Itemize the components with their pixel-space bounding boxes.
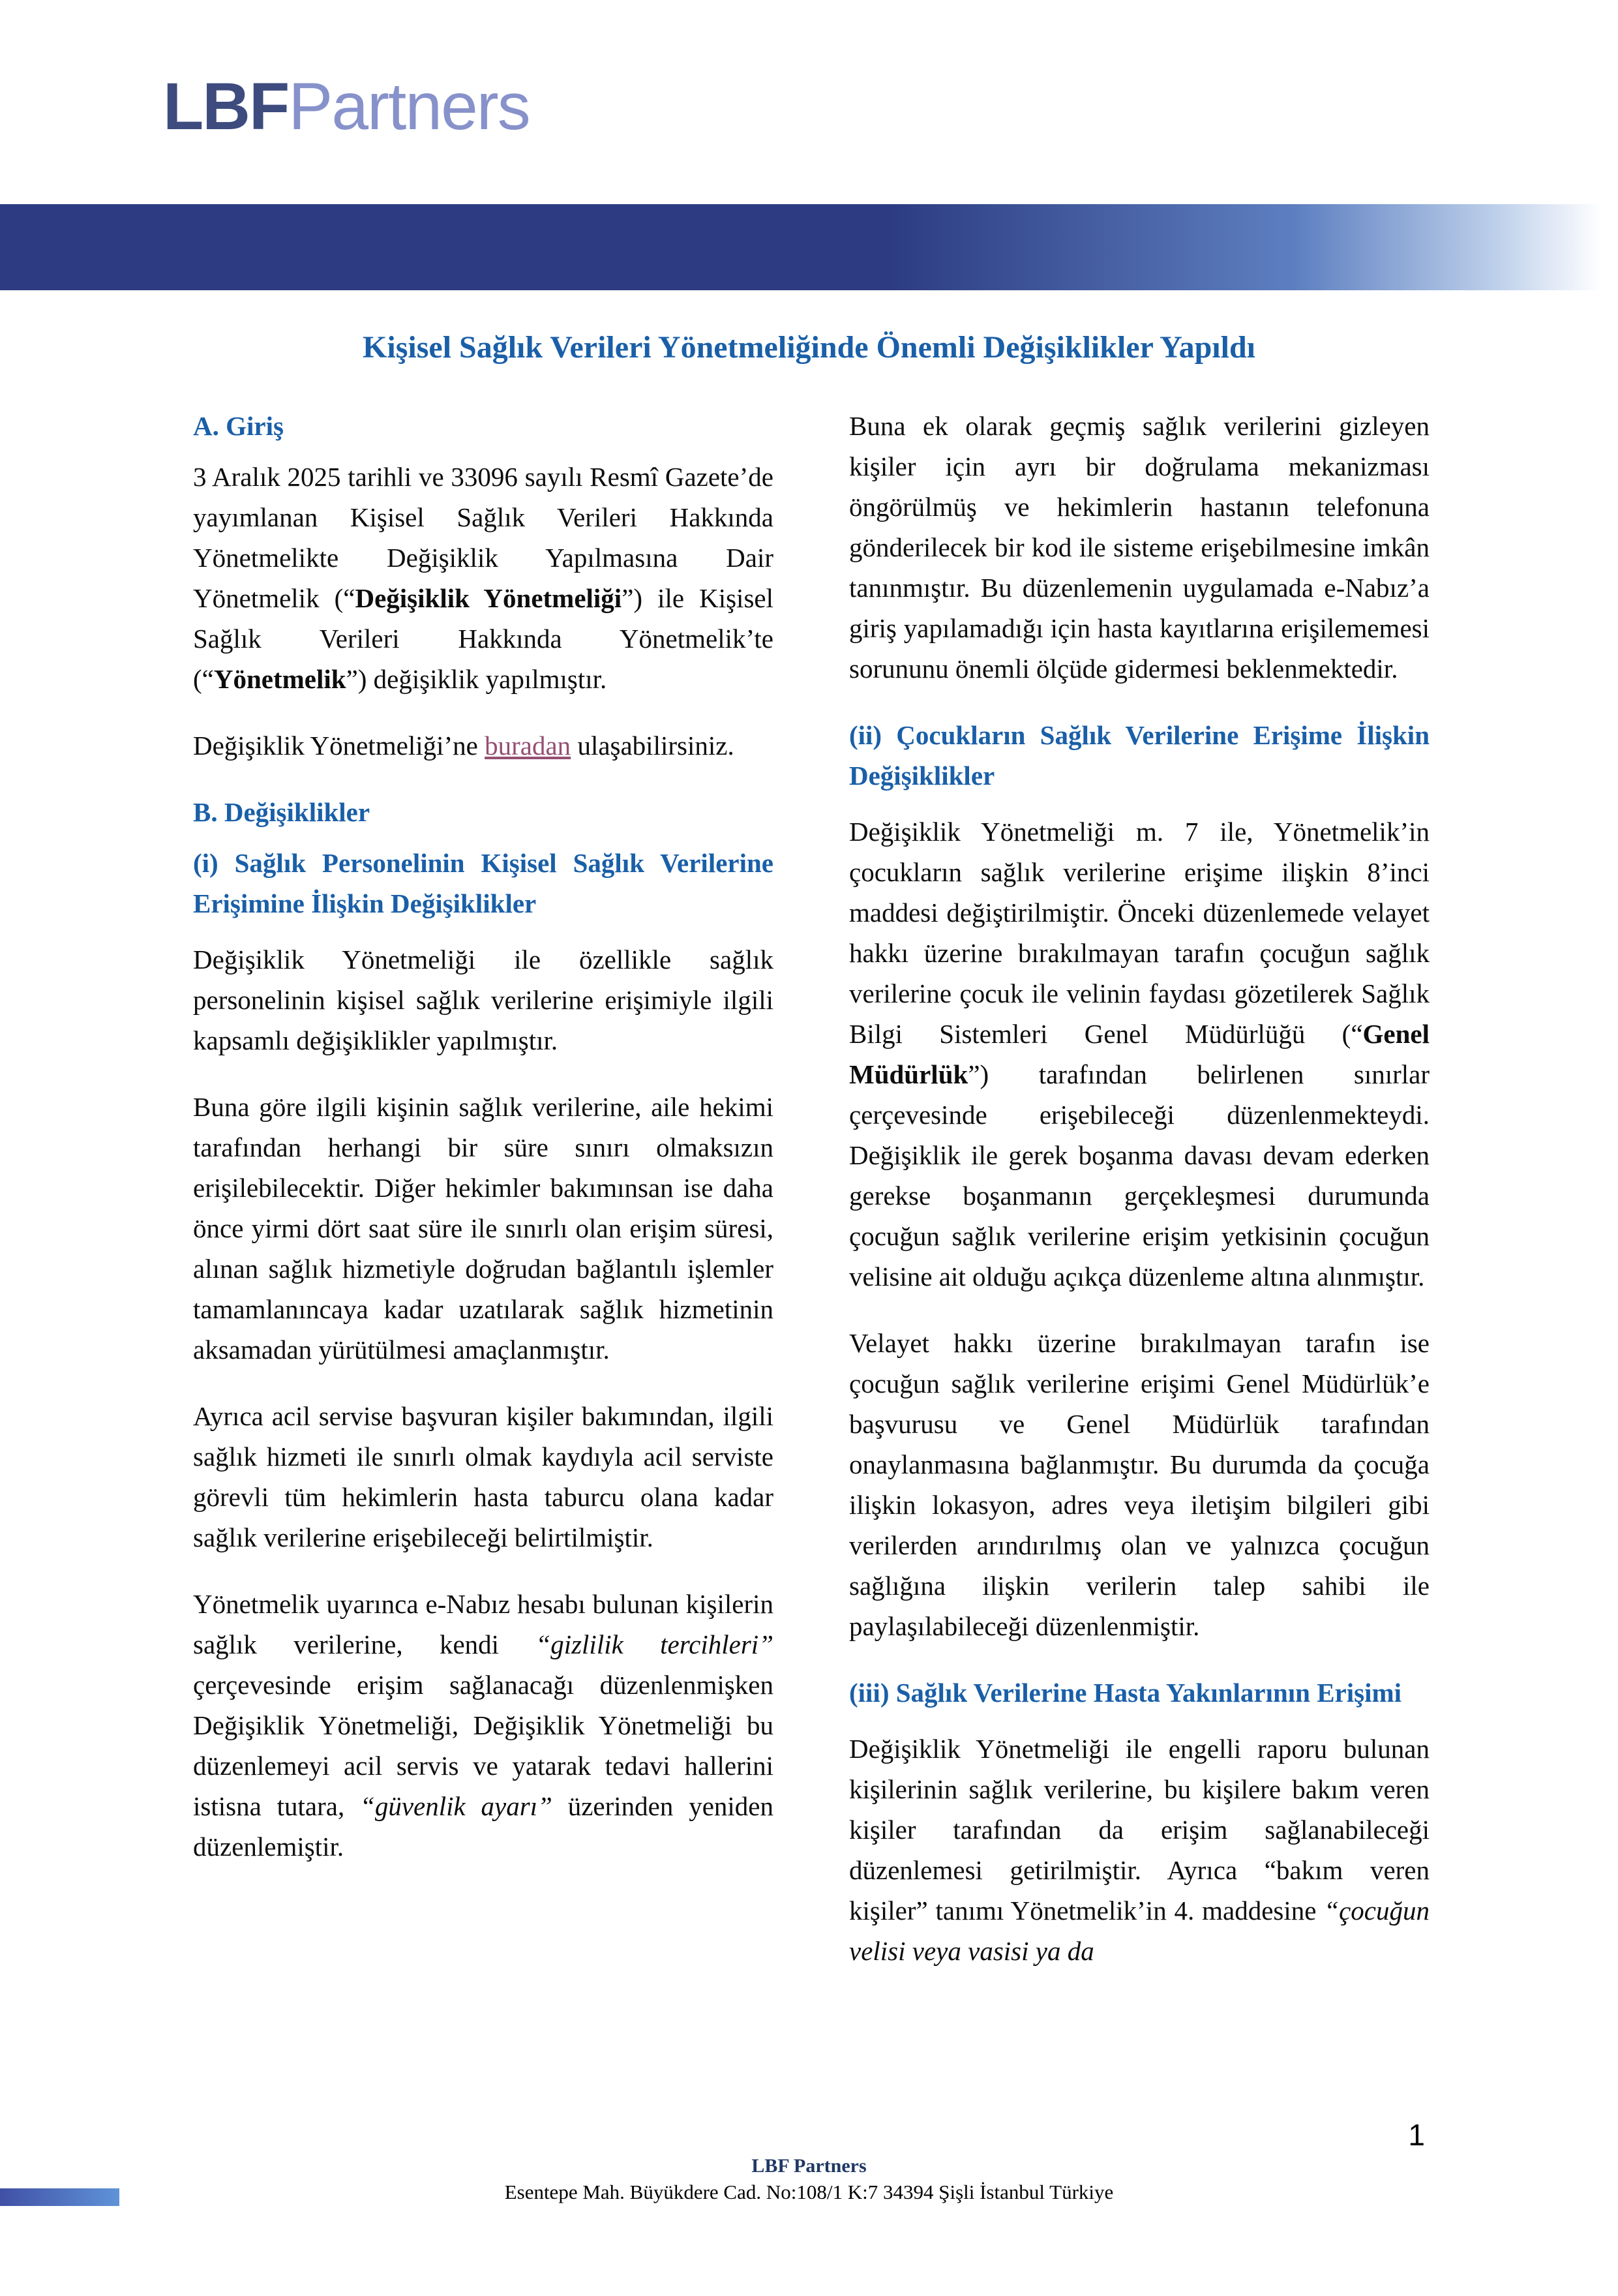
link-buradan[interactable]: buradan <box>485 731 571 761</box>
paragraph-enabiz <box>193 1584 773 1867</box>
text-run: “güvenlik ayarı” <box>360 1791 552 1821</box>
text-run: Velayet hakkı üzerine bırakılmayan tarafın ise çocuğun sağlık verilerine erişimi Genel Müdürlük’e başvurusu ve Genel Müdürlük tarafından onaylanmasına bağlanmıştır. Bu durumda da çocuğa ilişkin lokasyon, adres veya iletişim bilgileri gibi verilerden arındırılmış olan ve yalnızca çocuğun sağlığına ilişkin verilerin talep sahibi ile paylaşılabileceği düzenlenmiştir. <box>849 1328 1430 1641</box>
text-run: Buna ek olarak geçmiş sağlık verilerini gizleyen kişiler için ayrı bir doğrulama mekanizması öngörülmüş ve hekimlerin hastanın telefonuna gönderilecek bir kod ile sisteme erişebilmesine imkân tanınmıştır. Bu düzenlemenin uygulamada e-Nabız’a giriş yapılamadığı için hasta kayıtlarına erişilememesi sorununu önemli ölçüde gidermesi beklenmektedir. <box>849 411 1430 684</box>
subsection-heading-ii: (ii) Çocukların Sağlık Verilerine Erişime İlişkin Değişiklikler <box>849 720 1430 791</box>
text-run: Değişiklik Yönetmeliği m. 7 ile, Yönetmelik’in çocukların sağlık verilerine erişime ilişkin 8’inci maddesi değiştirilmiştir. Önceki düzenlemede velayet hakkı üzerine bırakılmayan tarafın çocuğun sağlık verilerine çocuk ile velinin faydası gözetilerek Sağlık Bilgi Sistemleri Genel Müdürlüğü (“ <box>849 817 1430 1049</box>
text-run: Buna göre ilgili kişinin sağlık verilerine, aile hekimi tarafından herhangi bir süre sınırı olmaksızın erişilebilecektir. Diğer hekimler bakımınsan ise daha önce yirmi dört saat süre ile sınırlı olan erişim süresi, alınan sağlık hizmetiyle doğrudan bağlantılı işlemler tamamlanıncaya kadar uzatılarak sağlık hizmetinin aksamadan yürütülmesi amaçlanmıştır. <box>193 1092 773 1365</box>
text-run: “gizlilik tercihleri” <box>535 1629 773 1659</box>
logo-lbf-text: LBF <box>163 69 289 144</box>
logo-partners-text: Partners <box>288 69 530 144</box>
text-run: Ayrıca acil servise başvuran kişiler bakımından, ilgili sağlık hizmeti ile sınırlı olmak kaydıyla acil serviste görevli tüm hekimlerin hasta taburcu olana kadar sağlık verilerine erişebileceği belirtilmiştir. <box>193 1401 773 1552</box>
text-run: Değişiklik Yönetmeliği’ne <box>193 731 485 761</box>
text-run: üzerinden yeniden düzenlemiştir. <box>193 1791 773 1862</box>
page-title: Kişisel Sağlık Verileri Yönetmeliğinde Önemli Değişiklikler Yapıldı <box>363 330 1255 365</box>
text-run: Değişiklik Yönetmeliği <box>355 583 622 613</box>
footer-address: Esentepe Mah. Büyükdere Cad. No:108/1 K:7 34394 Şişli İstanbul Türkiye <box>504 2181 1114 2203</box>
footer-accent-bar <box>0 2188 119 2206</box>
right-column <box>849 406 1430 1997</box>
section-heading-degisiklikler: B. Değişiklikler <box>193 797 370 827</box>
left-column <box>193 406 773 1997</box>
text-run: Genel Müdürlük <box>849 1019 1430 1089</box>
text-run: ”) tarafından belirlenen sınırlar çerçevesinde erişebileceği düzenlenmekteydi. Değişiklik ile gerek boşanma davası devam ederken gerekse boşanmanın gerçekleşmesi durumunda çocuğun sağlık verilerine erişim yetkisinin çocuğun velisine ait olduğu açıkça düzenleme altına alınmıştır. <box>849 1059 1430 1292</box>
text-run: çerçevesinde erişim sağlanacağı düzenlenmişken Değişiklik Yönetmeliği, Değişiklik Yönetmeliği bu düzenlemeyi acil servis ve yatarak tedavi hallerini istisna tutara, <box>193 1670 773 1821</box>
text-run: Yönetmelik uyarınca e-Nabız hesabı bulunan kişilerin sağlık verilerine, kendi <box>193 1589 773 1659</box>
section-heading-giris: A. Giriş <box>193 411 284 441</box>
paragraph-intro <box>193 457 773 699</box>
text-run: “çocuğun velisi veya vasisi ya da <box>849 1896 1430 1966</box>
text-run: 3 Aralık 2025 tarihli ve 33096 sayılı Resmî Gazete’de yayımlanan Kişisel Sağlık Verileri Hakkında Yönetmelikte Değişiklik Yapılmasına Dair Yönetmelik (“ <box>193 462 773 613</box>
text-run: ulaşabilirsiniz. <box>571 731 734 761</box>
text-run: Yönetmelik <box>213 664 346 694</box>
paragraph-acil-servis <box>193 1396 773 1558</box>
paragraph-cocuk-2 <box>849 1323 1430 1646</box>
page-number: 1 <box>1408 2118 1425 2152</box>
paragraph-cocuk-1 <box>849 811 1430 1297</box>
subsection-heading-iii: (iii) Sağlık Verilerine Hasta Yakınlarının Erişimi <box>849 1678 1402 1708</box>
text-run: ”) değişiklik yapılmıştır. <box>346 664 607 694</box>
paragraph-personel-1 <box>193 939 773 1061</box>
paragraph-link <box>193 725 773 766</box>
paragraph-dogrulama <box>849 406 1430 689</box>
two-column-body <box>193 406 1430 1997</box>
header-banner <box>0 204 1618 290</box>
subsection-heading-i: (i) Sağlık Personelinin Kişisel Sağlık Verilerine Erişimine İlişkin Değişiklikler <box>193 848 773 918</box>
paragraph-personel-2 <box>193 1087 773 1370</box>
footer-firm-name: LBF Partners <box>751 2155 867 2177</box>
text-run: Değişiklik Yönetmeliği ile özellikle sağlık personelinin kişisel sağlık verilerine erişimiyle ilgili kapsamlı değişiklikler yapılmıştır. <box>193 944 773 1055</box>
lbf-partners-logo <box>163 69 530 144</box>
paragraph-hasta-yakinlari <box>849 1729 1430 1971</box>
text-run: Değişiklik Yönetmeliği ile engelli raporu bulunan kişilerinin sağlık verilerine, bu kişilere bakım veren kişiler tarafından da erişim sağlanabileceği düzenlemesi getirilmiştir. Ayrıca “bakım veren kişiler” tanımı Yönetmelik’in 4. maddesine <box>849 1734 1430 1926</box>
text-run: ”) ile Kişisel Sağlık Verileri Hakkında Yönetmelik’te (“ <box>193 583 773 694</box>
